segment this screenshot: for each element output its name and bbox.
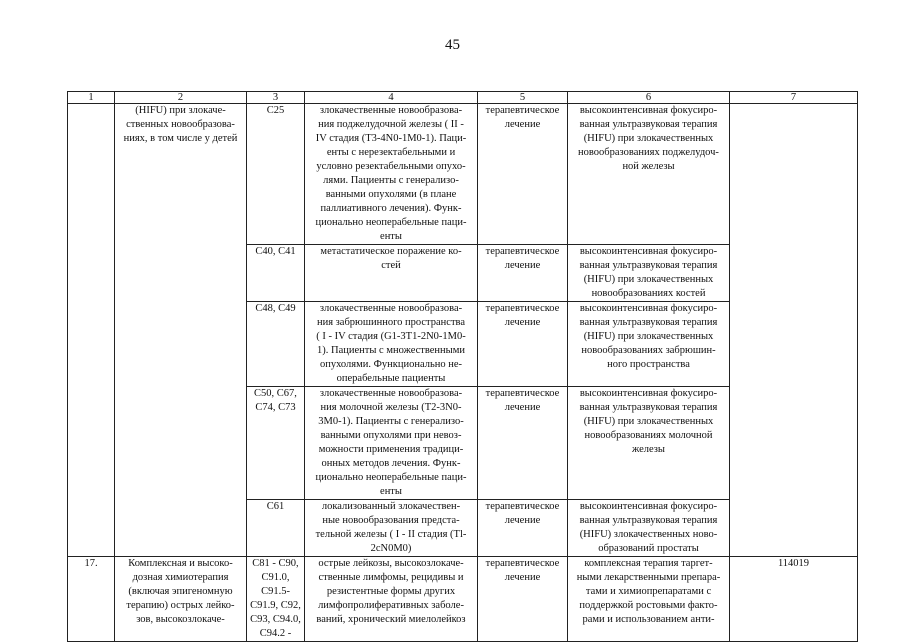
icd-codes-cell: C48, C49 (247, 302, 305, 387)
icd-codes-cell: C50, C67, C74, C73 (247, 387, 305, 500)
table-row (68, 104, 858, 245)
column-number: 1 (68, 92, 115, 104)
patient-model-cell: локализованный злокачествен- ные новообразования предста- тельной железы ( I - II стадия (Tl- 2cN0M0) (305, 500, 478, 557)
treatment-method-cell: высокоинтенсивная фокусиро- ванная ультразвуковая терапия (HIFU) при злокачественных новообразованиях поджелудоч- ной железы (568, 104, 730, 245)
column-number-row (68, 92, 858, 104)
patient-model-cell: злокачественные новообразова- ния поджелудочной железы ( II - IV стадия (T3-4N0-1M0-1). Паци- енты с нерезектабельными и условно резектабельными опухо- лями. Пациенты с генерализо- ванными опухолями (в плане паллиативного лечения). Функ- ционально неоперабельные паци- енты (305, 104, 478, 245)
column-number: 5 (478, 92, 568, 104)
patient-model-cell: злокачественные новообразова- ния забрюшинного пространства ( I - IV стадия (G1-3T1-2N0-1M0- 1). Пациенты с множественными опухолями. Функционально не- операбельные пациенты (305, 302, 478, 387)
treatment-type-cell: терапевтическое лечение (478, 557, 568, 642)
column-number: 7 (730, 92, 858, 104)
row-number-cell: 17. (68, 557, 115, 642)
treatment-type-cell: терапевтическое лечение (478, 245, 568, 302)
cost-cell: 114019 (730, 557, 858, 642)
treatment-type-cell: терапевтическое лечение (478, 387, 568, 500)
method-name-cell: (HIFU) при злокаче- ственных новообразова- ниях, в том числе у детей (115, 104, 247, 557)
treatment-type-cell: терапевтическое лечение (478, 500, 568, 557)
treatment-type-cell: терапевтическое лечение (478, 104, 568, 245)
column-number: 3 (247, 92, 305, 104)
patient-model-cell: злокачественные новообразова- ния молочной железы (T2-3N0- 3M0-1). Пациенты с генерализо- ванными опухолями при невоз- можности применения традици- онных методов лечения. Функ- ционально неоперабельные паци- енты (305, 387, 478, 500)
treatment-method-cell: высокоинтенсивная фокусиро- ванная ультразвуковая терапия (HIFU) при злокачественных новообразованиях костей (568, 245, 730, 302)
services-table (67, 91, 858, 642)
column-number: 2 (115, 92, 247, 104)
icd-codes-cell: C25 (247, 104, 305, 245)
patient-model-cell: метастатическое поражение ко- стей (305, 245, 478, 302)
column-number: 6 (568, 92, 730, 104)
treatment-type-cell: терапевтическое лечение (478, 302, 568, 387)
method-name-cell: Комплексная и высоко- дозная химиотерапия (включая эпигеномную терапию) острых лейко- зов, высокозлокаче- (115, 557, 247, 642)
icd-codes-cell: C40, C41 (247, 245, 305, 302)
icd-codes-cell: C61 (247, 500, 305, 557)
column-number: 4 (305, 92, 478, 104)
treatment-method-cell: высокоинтенсивная фокусиро- ванная ультразвуковая терапия (HIFU) при злокачественных новообразованиях забрюшин- ного пространства (568, 302, 730, 387)
row-number-cell (68, 104, 115, 557)
patient-model-cell: острые лейкозы, высокозлокаче- ственные лимфомы, рецидивы и резистентные формы других лимфопролиферативных заболе- ваний, хронический миелолейкоз (305, 557, 478, 642)
cost-cell (730, 104, 858, 557)
table-row (68, 557, 858, 642)
page-number: 45 (445, 37, 460, 53)
treatment-method-cell: высокоинтенсивная фокусиро- ванная ультразвуковая терапия (HIFU) при злокачественных новообразованиях молочной железы (568, 387, 730, 500)
icd-codes-cell: C81 - C90, C91.0, C91.5- C91.9, C92, C93, C94.0, C94.2 - (247, 557, 305, 642)
treatment-method-cell: высокоинтенсивная фокусиро- ванная ультразвуковая терапия (HIFU) злокачественных ново- образований простаты (568, 500, 730, 557)
treatment-method-cell: комплексная терапия таргет- ными лекарственными препара- тами и химиопрепаратами с поддержкой ростовыми факто- рами и использованием анти- (568, 557, 730, 642)
